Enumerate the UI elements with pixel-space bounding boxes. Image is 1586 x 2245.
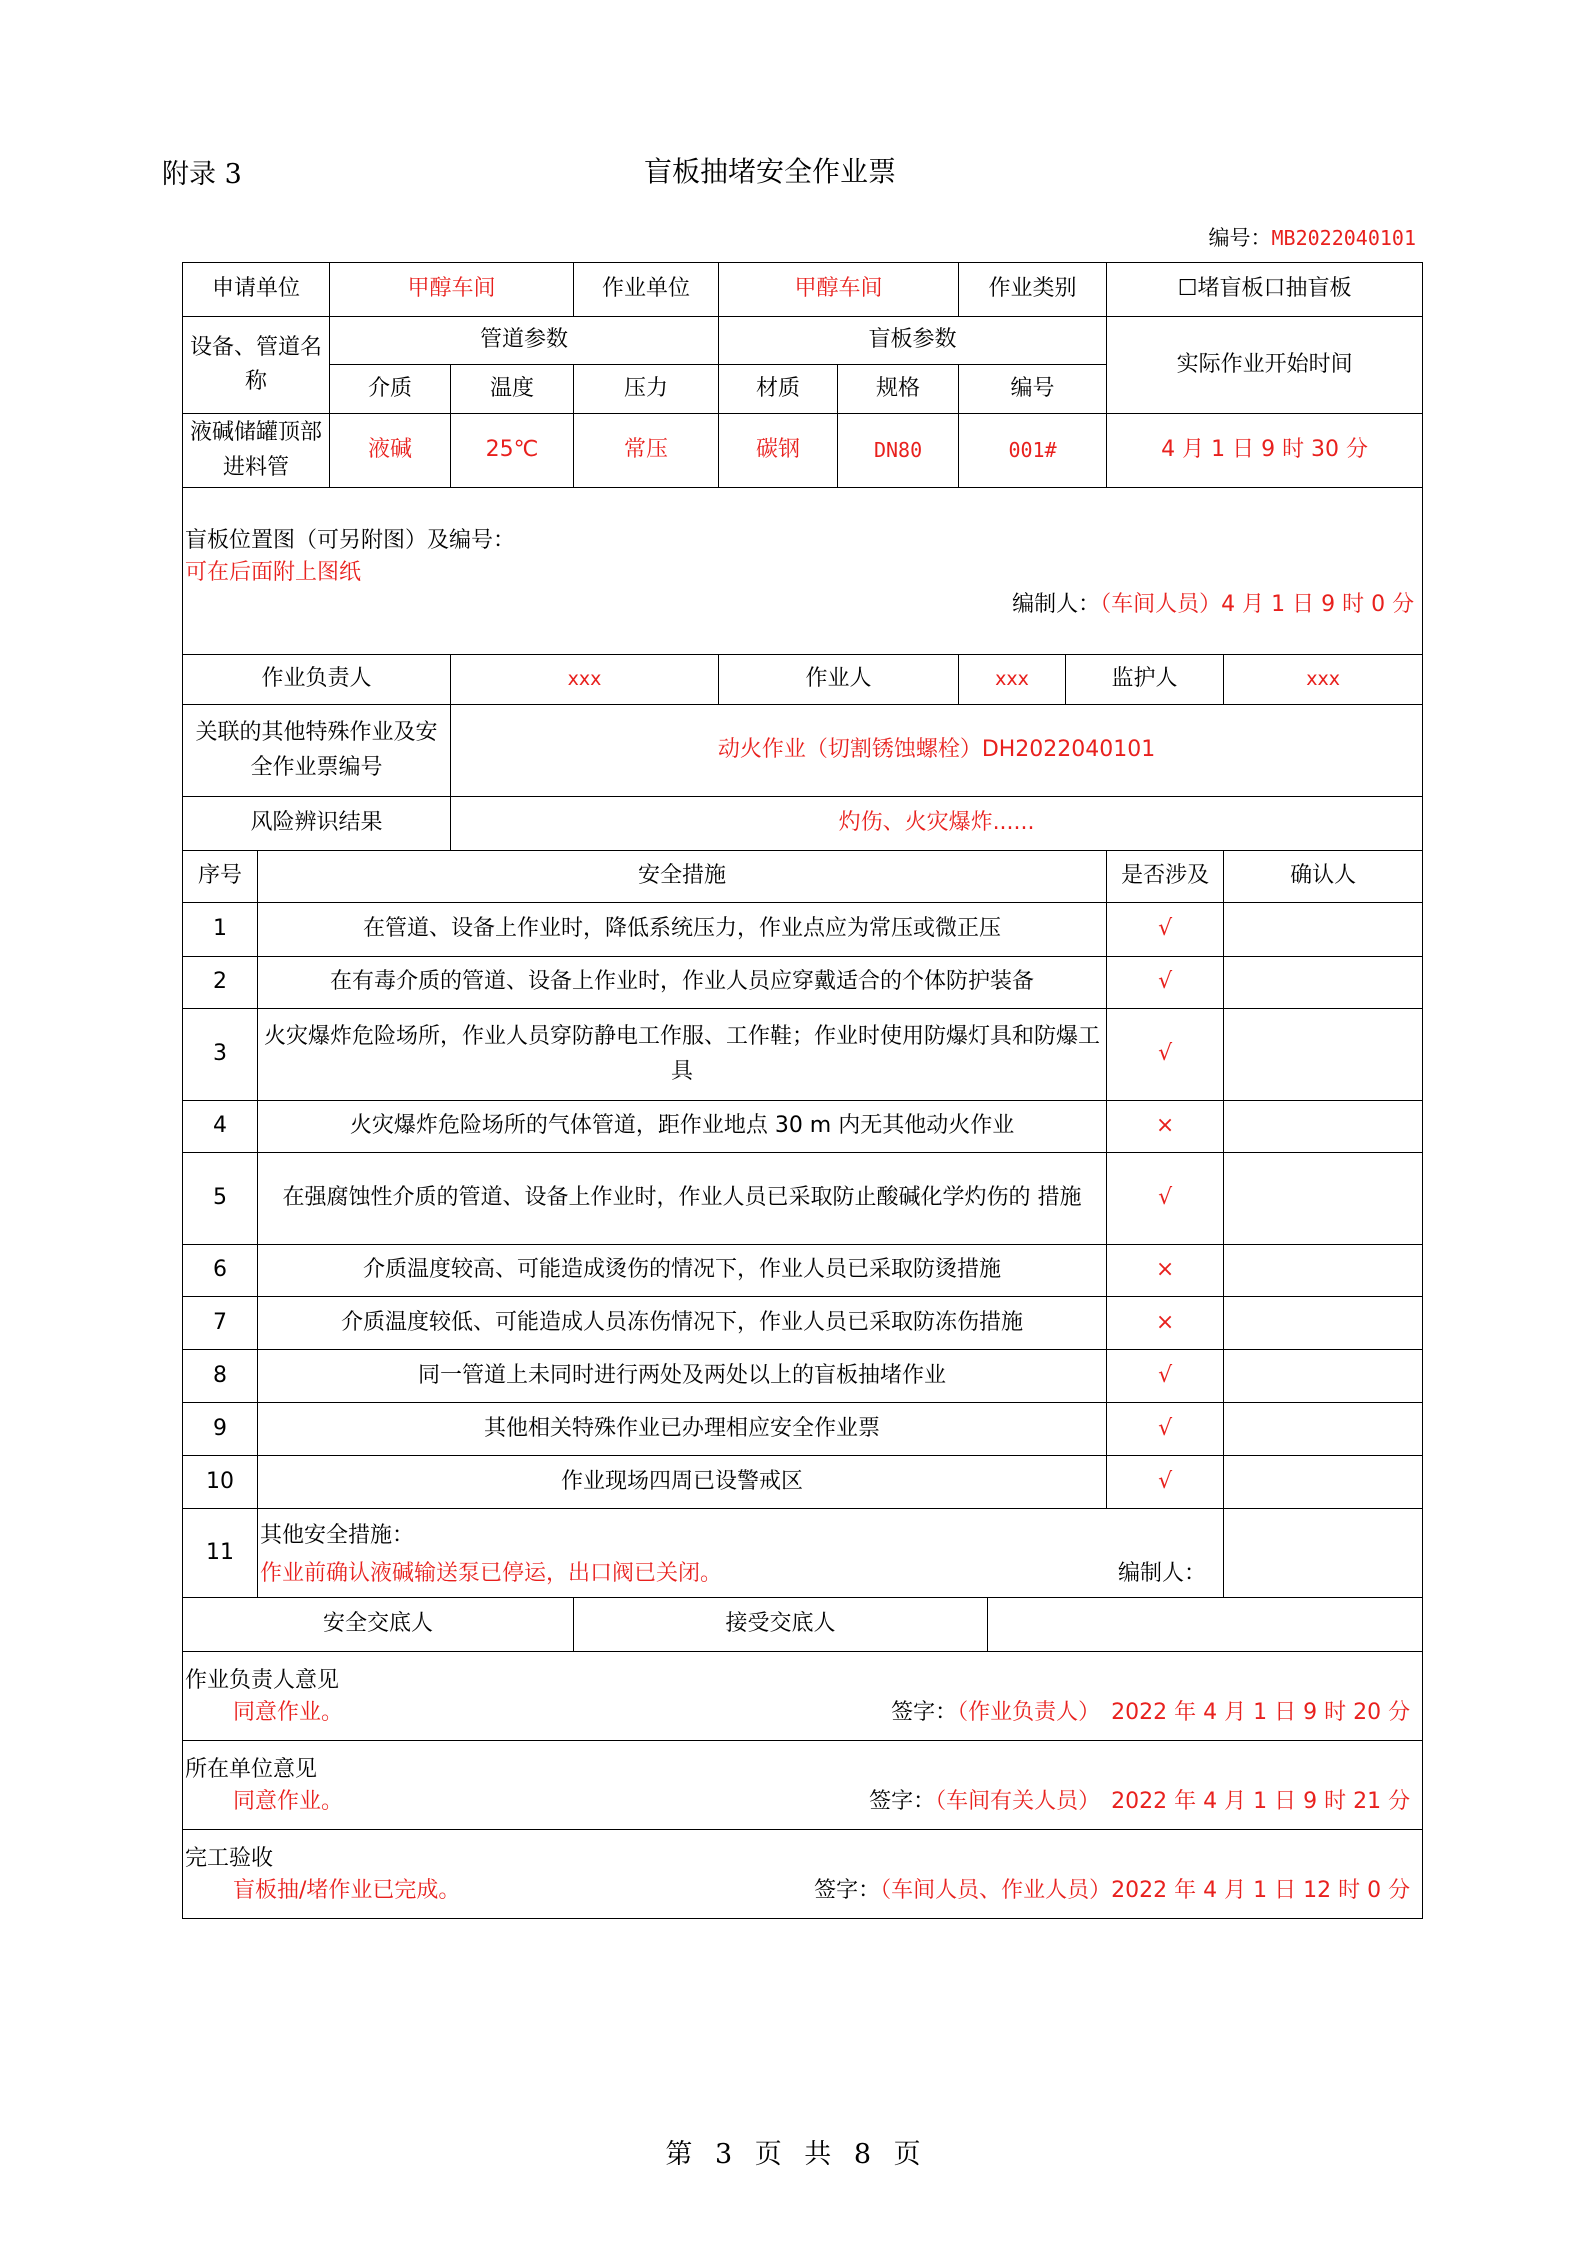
- apply-unit-label: 申请单位: [183, 263, 330, 317]
- measure-seq: 10: [183, 1456, 258, 1509]
- measure-mark: ×: [1107, 1245, 1224, 1297]
- document-number-label: 编号：: [1208, 226, 1272, 250]
- guardian-value: xxx: [1224, 655, 1423, 705]
- measure-text: 在有毒介质的管道、设备上作业时，作业人员应穿戴适合的个体防护装备: [258, 957, 1107, 1009]
- other-measure-editor-label: 编制人：: [1118, 1561, 1207, 1586]
- guardian-label: 监护人: [1066, 655, 1224, 705]
- worker-value: xxx: [959, 655, 1066, 705]
- table-row: [183, 1245, 1423, 1297]
- signature-label: 签字：: [869, 1789, 936, 1814]
- measure-mark: √: [1107, 957, 1224, 1009]
- temperature-value: 25℃: [451, 414, 574, 488]
- related-permit-value: 动火作业（切割锈蚀螺栓）DH2022040101: [451, 705, 1423, 797]
- measure-text: 在管道、设备上作业时，降低系统压力，作业点应为常压或微正压: [258, 903, 1107, 957]
- document-number-value: MB2022040101: [1271, 226, 1416, 250]
- start-time-label: 实际作业开始时间: [1107, 317, 1423, 414]
- diagram-editor: [1012, 588, 1414, 622]
- measure-confirmer: [1224, 1101, 1423, 1153]
- table-row: [183, 1403, 1423, 1456]
- other-measure-cell: [258, 1509, 1224, 1598]
- opinion-text: 盲板抽/堵作业已完成。: [233, 1878, 461, 1903]
- opinion-signature: [869, 1785, 1410, 1819]
- measure-text: 作业现场四周已设警戒区: [258, 1456, 1107, 1509]
- measure-seq: 9: [183, 1403, 258, 1456]
- temperature-header: 温度: [451, 365, 574, 414]
- code-value: 001#: [959, 414, 1107, 488]
- other-measure-label: 其他安全措施：: [260, 1523, 415, 1548]
- measure-mark: √: [1107, 1456, 1224, 1509]
- apply-unit-value: 甲醇车间: [330, 263, 574, 317]
- document-title: 盲板抽堵安全作业票: [643, 155, 896, 188]
- measure-seq: 1: [183, 903, 258, 957]
- measure-mark: √: [1107, 1403, 1224, 1456]
- risk-value: 灼伤、火灾爆炸......: [451, 797, 1423, 851]
- measure-confirmer: [1224, 957, 1423, 1009]
- table-row: [183, 1297, 1423, 1350]
- measure-confirmer: [1224, 1456, 1423, 1509]
- measure-text: 介质温度较高、可能造成烫伤的情况下，作业人员已采取防烫措施: [258, 1245, 1107, 1297]
- confirmer-header: 确认人: [1224, 851, 1423, 903]
- signature-value: （车间有关人员） 2022 年 4 月 1 日 9 时 21 分: [935, 1789, 1411, 1814]
- pipe-params-header: 管道参数: [330, 317, 719, 365]
- page-footer: 第 3 页 共 8 页: [665, 2139, 921, 2170]
- equipment-label: 设备、管道名称: [183, 317, 330, 414]
- involved-header: 是否涉及: [1107, 851, 1224, 903]
- other-measure-row: [183, 1509, 1423, 1598]
- handover-blank: [988, 1598, 1423, 1652]
- opinion-signature: [891, 1696, 1410, 1730]
- table-row: [183, 1350, 1423, 1403]
- table-row: [183, 1101, 1423, 1153]
- measure-confirmer: [1224, 1297, 1423, 1350]
- table-row: [183, 1009, 1423, 1101]
- leader-label: 作业负责人: [183, 655, 451, 705]
- signature-value: （车间人员、作业人员）2022 年 4 月 1 日 12 时 0 分: [880, 1878, 1411, 1903]
- material-header: 材质: [719, 365, 838, 414]
- measure-seq: 2: [183, 957, 258, 1009]
- measure-confirmer: [1224, 1245, 1423, 1297]
- permit-table: [182, 262, 1423, 1919]
- measure-mark: ×: [1107, 1297, 1224, 1350]
- blind-diagram-label: 盲板位置图（可另附图）及编号：: [185, 528, 516, 553]
- measure-confirmer: [1224, 1153, 1423, 1245]
- measure-confirmer: [1224, 1403, 1423, 1456]
- opinion-text: 同意作业。: [233, 1789, 344, 1814]
- opinion-label: 完工验收: [185, 1846, 274, 1871]
- spec-header: 规格: [838, 365, 959, 414]
- signature-label: 签字：: [891, 1700, 958, 1725]
- opinion-signature: [814, 1874, 1410, 1908]
- medium-header: 介质: [330, 365, 451, 414]
- seq-header: 序号: [183, 851, 258, 903]
- measure-text: 其他相关特殊作业已办理相应安全作业票: [258, 1403, 1107, 1456]
- leader-opinion-cell: [183, 1652, 1423, 1741]
- measure-confirmer: [1224, 903, 1423, 957]
- other-measure-text: 作业前确认液碱输送泵已停运，出口阀已关闭。: [260, 1561, 723, 1586]
- appendix-label: 附录 3: [162, 159, 242, 190]
- document-number: [1209, 222, 1417, 252]
- work-type-label: 作业类别: [959, 263, 1107, 317]
- other-measure-confirmer: [1224, 1509, 1423, 1598]
- measure-mark: √: [1107, 1350, 1224, 1403]
- safety-briefer-label: 安全交底人: [183, 1598, 574, 1652]
- opinion-label: 作业负责人意见: [185, 1668, 340, 1693]
- measure-seq: 4: [183, 1101, 258, 1153]
- measure-text: 在强腐蚀性介质的管道、设备上作业时，作业人员已采取防止酸碱化学灼伤的 措施: [258, 1153, 1107, 1245]
- measure-text: 介质温度较低、可能造成人员冻伤情况下，作业人员已采取防冻伤措施: [258, 1297, 1107, 1350]
- worker-label: 作业人: [719, 655, 959, 705]
- briefing-receiver-label: 接受交底人: [574, 1598, 988, 1652]
- pressure-value: 常压: [574, 414, 719, 488]
- equipment-value: 液碱储罐顶部进料管: [183, 414, 330, 488]
- table-row: [183, 1153, 1423, 1245]
- measure-mark: √: [1107, 903, 1224, 957]
- measure-mark: √: [1107, 1153, 1224, 1245]
- table-row: [183, 1456, 1423, 1509]
- pressure-header: 压力: [574, 365, 719, 414]
- opinion-label: 所在单位意见: [185, 1757, 318, 1782]
- measure-mark: ×: [1107, 1101, 1224, 1153]
- measure-mark: √: [1107, 1009, 1224, 1101]
- leader-value: xxx: [451, 655, 719, 705]
- material-value: 碳钢: [719, 414, 838, 488]
- signature-label: 签字：: [814, 1878, 881, 1903]
- measure-seq: 7: [183, 1297, 258, 1350]
- spec-value: DN80: [838, 414, 959, 488]
- diagram-editor-label: 编制人：: [1012, 592, 1101, 617]
- measure-confirmer: [1224, 1009, 1423, 1101]
- table-row: [183, 957, 1423, 1009]
- signature-value: （作业负责人） 2022 年 4 月 1 日 9 时 20 分: [957, 1700, 1411, 1725]
- measure-text: 火灾爆炸危险场所的气体管道，距作业地点 30 m 内无其他动火作业: [258, 1101, 1107, 1153]
- measure-seq: 3: [183, 1009, 258, 1101]
- blind-diagram-note: 可在后面附上图纸: [185, 560, 362, 585]
- measure-seq: 8: [183, 1350, 258, 1403]
- measure-text: 火灾爆炸危险场所，作业人员穿防静电工作服、工作鞋；作业时使用防爆灯具和防爆工具: [258, 1009, 1107, 1101]
- work-type-value: ☐堵盲板口抽盲板: [1107, 263, 1423, 317]
- start-time-value: 4 月 1 日 9 时 30 分: [1107, 414, 1423, 488]
- code-header: 编号: [959, 365, 1107, 414]
- measure-confirmer: [1224, 1350, 1423, 1403]
- table-row: [183, 903, 1423, 957]
- opinion-text: 同意作业。: [233, 1700, 344, 1725]
- measure-seq: 5: [183, 1153, 258, 1245]
- unit-opinion-cell: [183, 1741, 1423, 1830]
- risk-label: 风险辨识结果: [183, 797, 451, 851]
- work-unit-label: 作业单位: [574, 263, 719, 317]
- completion-acceptance-cell: [183, 1830, 1423, 1919]
- work-unit-value: 甲醇车间: [719, 263, 959, 317]
- measure-seq: 6: [183, 1245, 258, 1297]
- blind-diagram-cell: [183, 488, 1423, 655]
- medium-value: 液碱: [330, 414, 451, 488]
- measure-text: 同一管道上未同时进行两处及两处以上的盲板抽堵作业: [258, 1350, 1107, 1403]
- related-permit-label: 关联的其他特殊作业及安全作业票编号: [183, 705, 451, 797]
- measure-header: 安全措施: [258, 851, 1107, 903]
- blind-params-header: 盲板参数: [719, 317, 1107, 365]
- diagram-editor-value: （车间人员）4 月 1 日 9 时 0 分: [1100, 592, 1415, 617]
- other-measure-seq: 11: [183, 1509, 258, 1598]
